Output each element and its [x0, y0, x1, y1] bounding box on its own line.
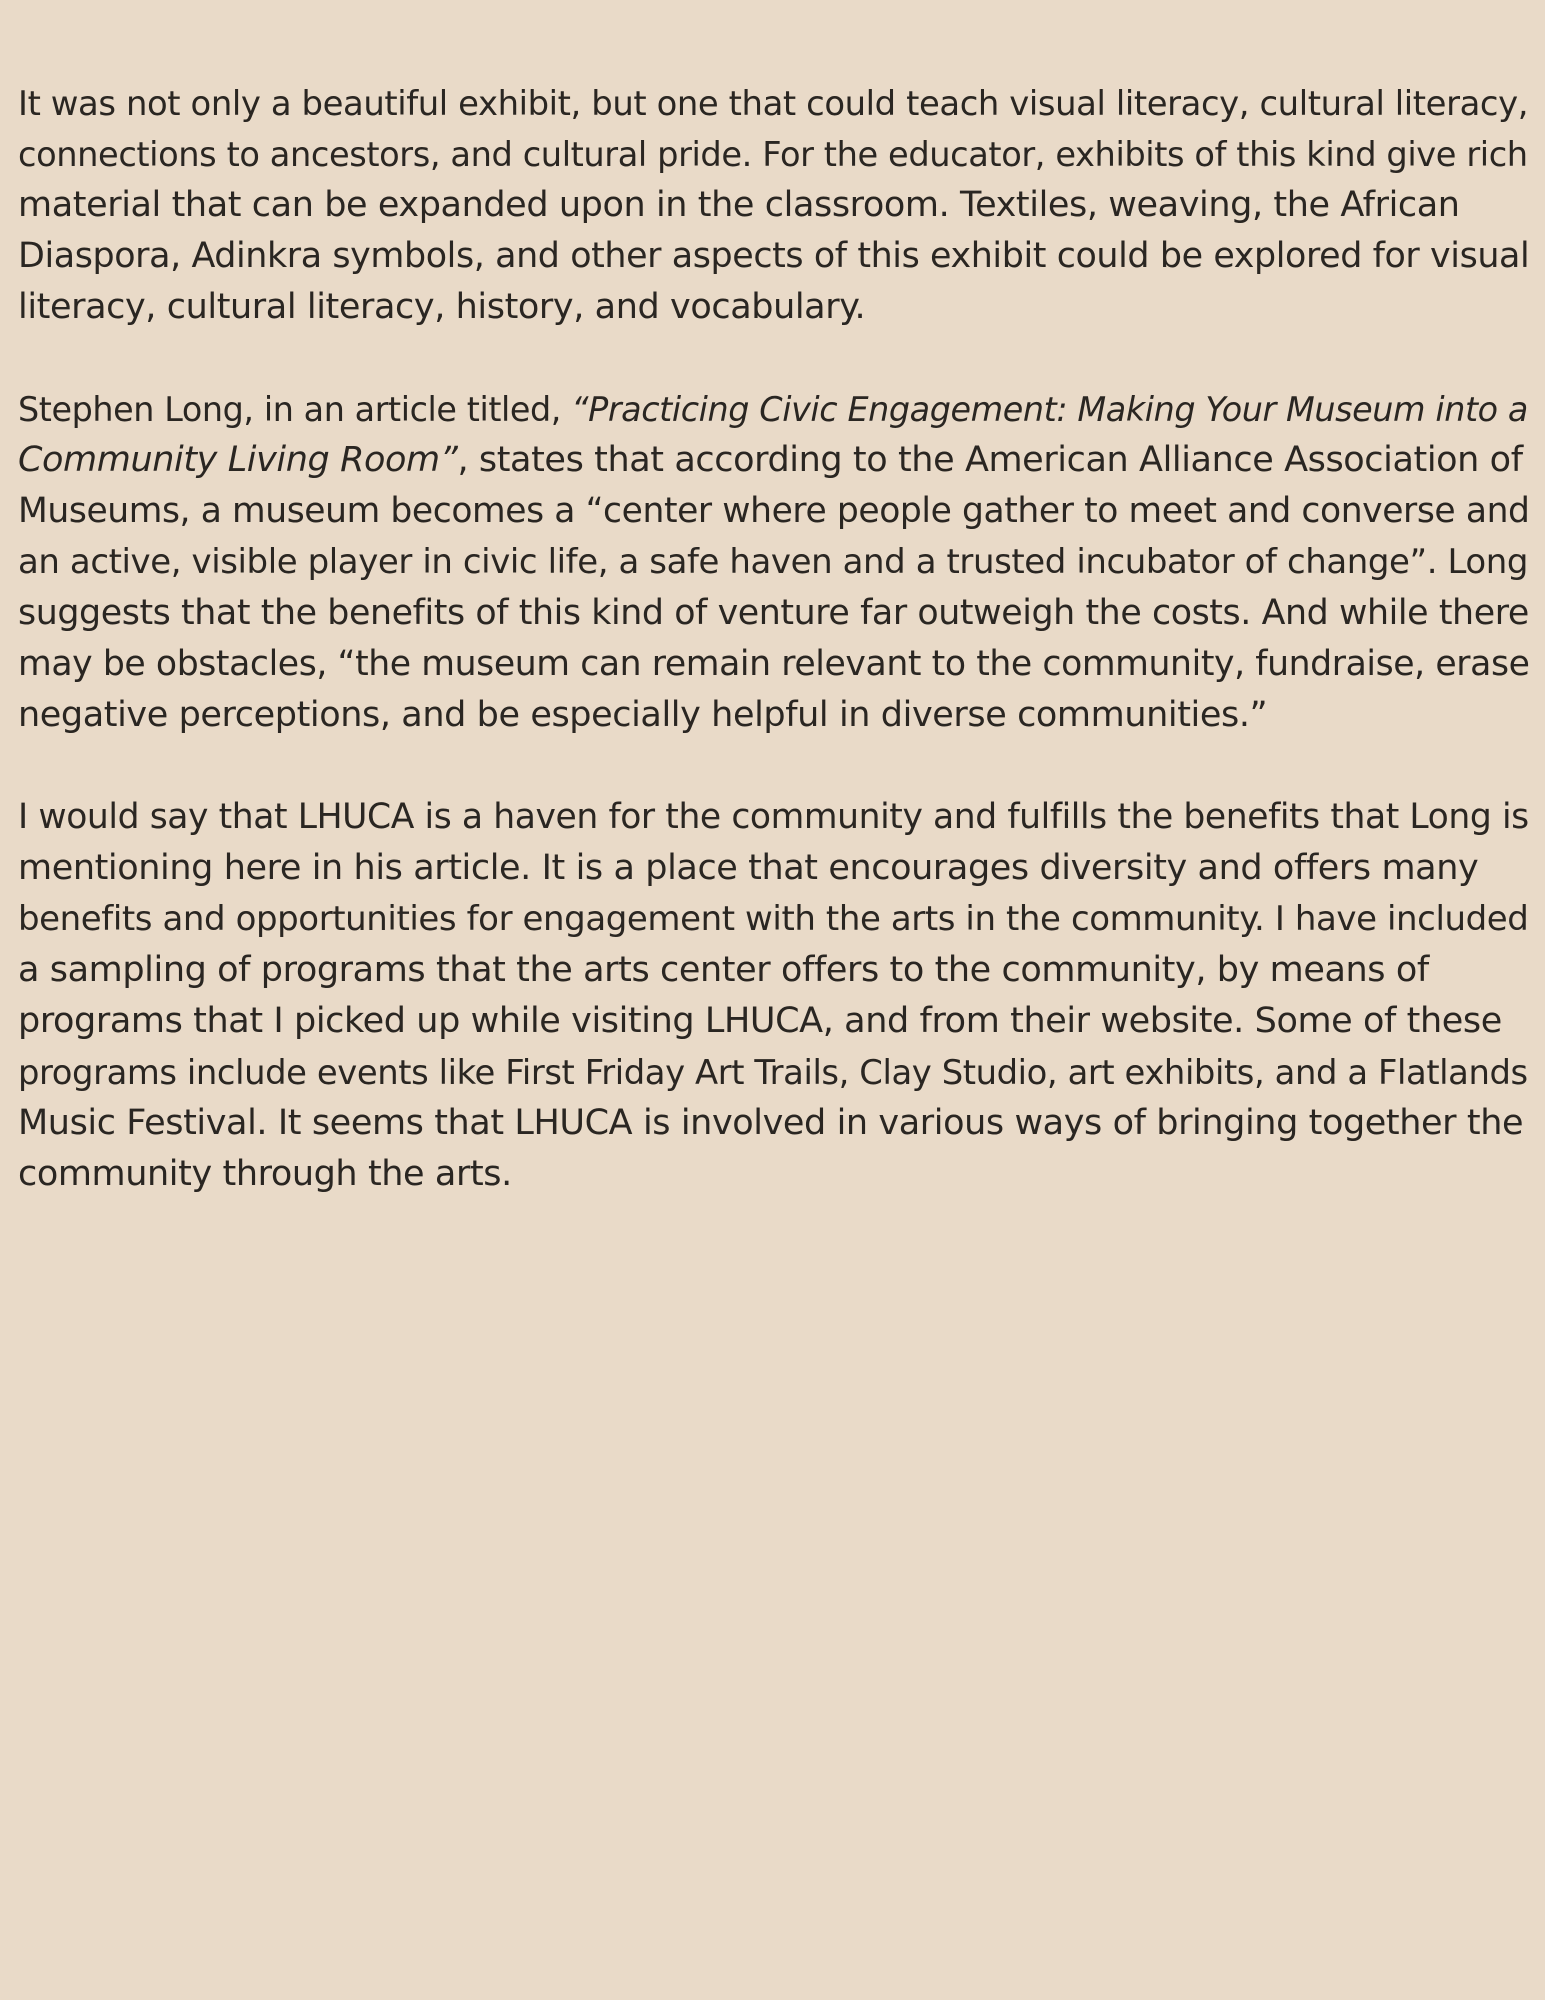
- article-title-italic: Community Living Room”: [18, 440, 458, 480]
- text-line: benefits and opportunities for engagement with the arts in the community. I have included: [18, 899, 1529, 939]
- text-plain: , states that according to the American Alliance Association of: [457, 440, 1523, 480]
- article-title-italic: “Practicing Civic Engagement: Making Your Museum into a: [571, 390, 1528, 429]
- text-line: [18, 435, 1530, 486]
- text-plain: Stephen Long, in an article titled,: [18, 390, 572, 429]
- article-body: [18, 78, 1530, 1200]
- text-line: Music Festival. It seems that LHUCA is involved in various ways of bringing together the: [18, 1103, 1524, 1143]
- text-line: material that can be expanded upon in the classroom. Textiles, weaving, the African: [18, 185, 1460, 225]
- text-line: I would say that LHUCA is a haven for the community and fulfills the benefits that Long is: [18, 797, 1529, 837]
- text-line: community through the arts.: [18, 1154, 512, 1194]
- text-line: literacy, cultural literacy, history, and vocabulary.: [18, 287, 866, 327]
- text-line: an active, visible player in civic life, a safe haven and a trusted incubator of change”. Long: [18, 542, 1529, 582]
- text-line: negative perceptions, and be especially helpful in diverse communities.”: [18, 695, 1268, 735]
- text-line: programs that I picked up while visiting LHUCA, and from their website. Some of these: [18, 1001, 1502, 1041]
- paragraph-lhuca: [18, 792, 1530, 1200]
- text-line: [18, 384, 1530, 435]
- text-line: Museums, a museum becomes a “center where people gather to meet and converse and: [18, 491, 1530, 531]
- text-line: may be obstacles, “the museum can remain relevant to the community, fundraise, erase: [18, 644, 1530, 684]
- text-line: programs include events like First Friday Art Trails, Clay Studio, art exhibits, and a Flatlands: [18, 1053, 1528, 1092]
- text-line: It was not only a beautiful exhibit, but one that could teach visual literacy, cultural literacy,: [18, 84, 1529, 123]
- text-line: suggests that the benefits of this kind of venture far outweigh the costs. And while there: [18, 593, 1529, 633]
- text-line: Diaspora, Adinkra symbols, and other aspects of this exhibit could be explored for visual: [18, 236, 1530, 276]
- text-line: connections to ancestors, and cultural pride. For the educator, exhibits of this kind give rich: [18, 135, 1528, 174]
- paragraph-stephen-long: [18, 384, 1530, 741]
- paragraph-exhibit: [18, 78, 1530, 333]
- text-line: mentioning here in his article. It is a place that encourages diversity and offers many: [18, 848, 1479, 888]
- text-line: a sampling of programs that the arts center offers to the community, by means of: [18, 950, 1429, 990]
